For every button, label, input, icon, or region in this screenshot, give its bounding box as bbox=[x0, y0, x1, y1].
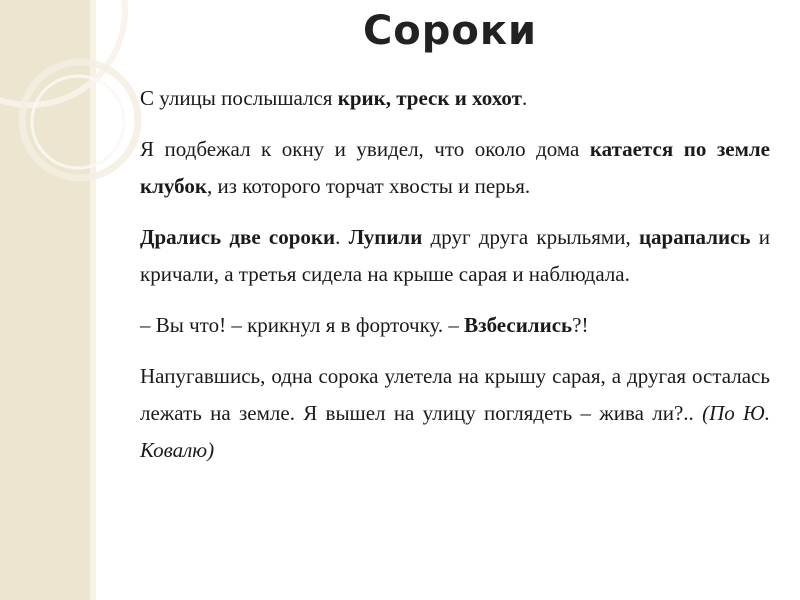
author-attribution: (По Ю. Ковалю) bbox=[140, 401, 770, 462]
band-edge bbox=[90, 0, 96, 600]
text-run: – Вы что! – крикнул я в форточку. – bbox=[140, 313, 465, 337]
text-run: Напугавшись, одна сорока улетела на крышу сарая, а другая осталась лежать на земле. Я вышел на улицу поглядеть – жива ли?.. bbox=[140, 364, 770, 425]
left-decorative-band bbox=[0, 0, 90, 600]
page-title: Сороки bbox=[362, 8, 538, 54]
bold-run: Лупили bbox=[348, 225, 423, 249]
bold-run: Дрались две сороки bbox=[140, 225, 336, 249]
paragraph-5 bbox=[140, 358, 770, 469]
bold-run: Взбесились bbox=[464, 313, 573, 337]
text-run: , из которого торчат хвосты и перья. bbox=[206, 174, 531, 198]
paragraph-3 bbox=[140, 219, 770, 293]
text-run: и кричали, а третья сидела на крыше сарая и наблюдала. bbox=[140, 225, 771, 286]
text-run: . bbox=[521, 86, 528, 110]
paragraph-4 bbox=[140, 307, 770, 344]
bold-run: крик, треск и хохот bbox=[337, 86, 522, 110]
text-run: С улицы послышался bbox=[140, 86, 338, 110]
text-run: друг друга крыльями, bbox=[422, 225, 639, 249]
story-text bbox=[140, 80, 770, 483]
text-run: . bbox=[335, 225, 349, 249]
bold-run: катается по земле клубок bbox=[140, 137, 771, 198]
paragraph-1 bbox=[140, 80, 770, 117]
text-run: Я подбежал к окну и увидел, что около дома bbox=[140, 137, 590, 161]
paragraph-2 bbox=[140, 131, 770, 205]
bold-run: царапались bbox=[638, 225, 751, 249]
text-run: ?! bbox=[572, 313, 589, 337]
